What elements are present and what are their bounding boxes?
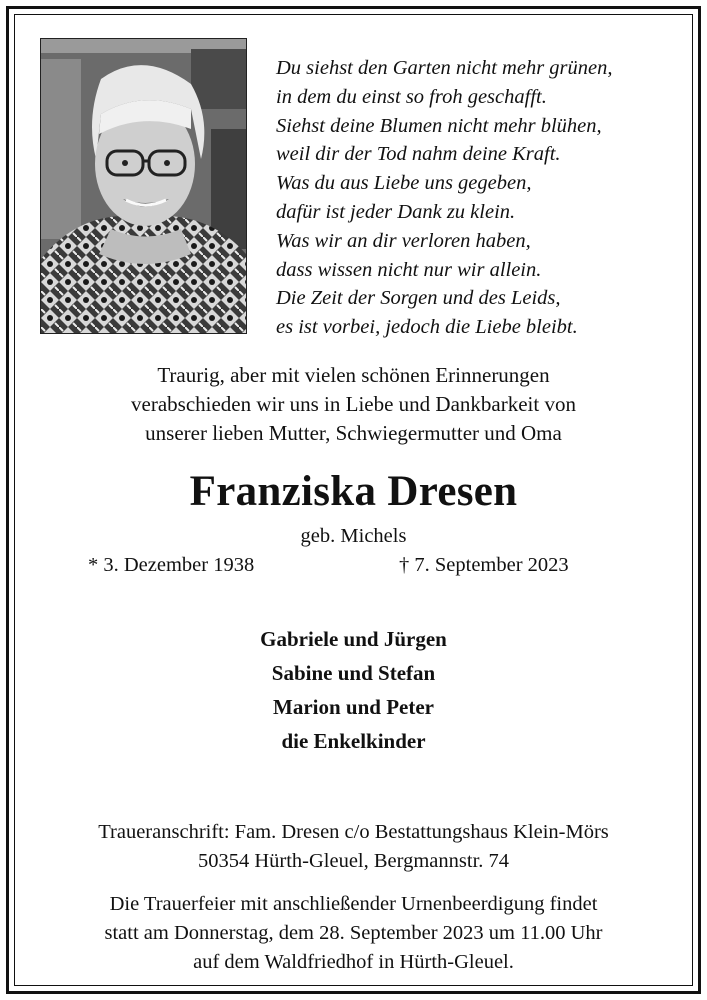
poem-line: weil dir der Tod nahm deine Kraft. bbox=[276, 143, 561, 166]
poem-line: in dem du einst so froh geschafft. bbox=[276, 85, 547, 108]
mourner: die Enkelkinder bbox=[281, 729, 426, 753]
poem-line: dafür ist jeder Dank zu klein. bbox=[276, 200, 516, 223]
birth-name: geb. Michels bbox=[300, 525, 407, 547]
address-line: Traueranschrift: Fam. Dresen c/o Bestattungshaus Klein-Mörs bbox=[98, 821, 609, 843]
deceased-name: Franziska Dresen bbox=[189, 468, 518, 515]
intro-line: verabschieden wir uns in Liebe und Dankbarkeit von bbox=[131, 392, 576, 416]
service-line: auf dem Waldfriedhof in Hürth-Gleuel. bbox=[193, 951, 514, 973]
mourner: Gabriele und Jürgen bbox=[260, 627, 447, 651]
service-line: Die Trauerfeier mit anschließender Urnenbeerdigung findet bbox=[109, 893, 598, 915]
poem bbox=[276, 54, 686, 342]
intro-line: Traurig, aber mit vielen schönen Erinnerungen bbox=[157, 363, 550, 387]
portrait-photo bbox=[40, 38, 247, 334]
funeral-service-info bbox=[20, 890, 687, 977]
poem-line: Die Zeit der Sorgen und des Leids, bbox=[276, 287, 561, 310]
poem-line: dass wissen nicht nur wir allein. bbox=[276, 258, 542, 281]
poem-line: Was wir an dir verloren haben, bbox=[276, 229, 531, 252]
address-line: 50354 Hürth-Gleuel, Bergmannstr. 74 bbox=[197, 850, 510, 872]
poem-line: Siehst deine Blumen nicht mehr blühen, bbox=[276, 114, 602, 137]
poem-line: Was du aus Liebe uns gegeben, bbox=[276, 172, 532, 195]
mourner: Sabine und Stefan bbox=[271, 661, 436, 685]
poem-line: es ist vorbei, jedoch die Liebe bleibt. bbox=[276, 316, 578, 339]
mourning-address bbox=[20, 818, 687, 876]
intro-text bbox=[20, 361, 687, 448]
death-date: † 7. September 2023 bbox=[399, 554, 569, 576]
intro-line: unserer lieben Mutter, Schwiegermutter und Oma bbox=[145, 421, 562, 445]
birth-date: * 3. Dezember 1938 bbox=[88, 554, 255, 576]
mourners-list bbox=[20, 622, 687, 758]
poem-line: Du siehst den Garten nicht mehr grünen, bbox=[276, 57, 613, 79]
service-line: statt am Donnerstag, dem 28. September 2023 um 11.00 Uhr bbox=[104, 922, 603, 944]
mourner: Marion und Peter bbox=[273, 695, 434, 719]
